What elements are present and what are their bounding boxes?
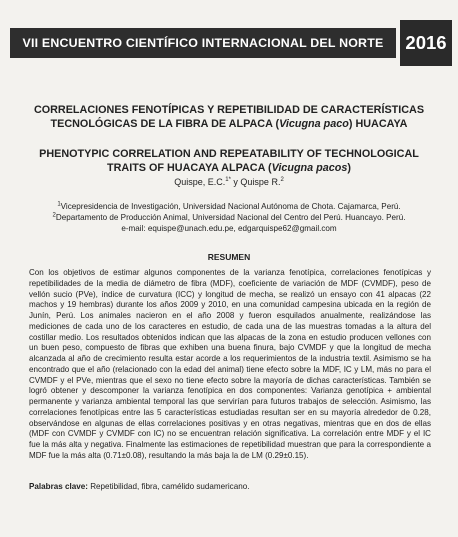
- keywords-label: Palabras clave:: [29, 482, 88, 491]
- affiliations: [30, 201, 428, 234]
- conference-header: [10, 6, 458, 79]
- affiliation-1: $^1$Vicepresidencia de Investigación, Universidad Nacional Autónoma de Chota. Cajamarca, Perú.: [57, 201, 401, 211]
- abstract-body: Con los objetivos de estimar algunos componentes de la varianza fenotípica, correlaciones fenotípicas y repetibilidades de la media de diámetro de fibra (MDF), coeficiente de variación de MDF (CVMDF), peso de vellón sucio (PVe), índice de curvatura (ICC) y longitud de mecha, se realizó un ensayo con 41 alpacas (22 machos y 19 hembras) durante los años 2009 y 2010, en una comunidad campesina ubicada en la región de Junín, Perú. Los animales nacieron en el año 2008 y fueron esquilados anualmente, realizándose las mediciones de cada uno de los caracteres en estudio, de cada una de las muestras tomadas a la altura del costillar medio. Los resultados obtenidos indican que las alpacas de la zona en estudio producen vellones con un buen peso, compuesto de fibras que exhiben una buena finura, bajo CVMDF y que la longitud de mecha alcanzada al año de crecimiento resulta estar acorde a los requerimientos de la industria textil. Asimismo se ha encontrado que el año (relacionado con la edad del animal) tiene efecto sobre la MDF, IC y LM, más no para el CVMDF y el PVe, mientras que el sexo no tiene efecto sobre la mayoría de dichas características. También se logró obtener y descomponer la varianza fenotípica en dos componentes: Varianza genotípica + ambiental permanente y varianza ambiental temporal las que servirían para futuros trabajos de selección. Asimismo, las correlaciones fenotípicas entre las 5 características estudiadas resultan ser en su mayoría alrededor de 0.28, observándose en algunas de ellas correlaciones positivas y en otras negativas, mientras que en dos de ellas (MDF con CVMDF y CVMDF con IC) no se encuentran relación significativa. La correlación entre MDF y el IC fue la más alta y negativa. Finalmente las estimaciones de repetibilidad muestran que para la correspondiente a MDF fue la más alta (0.71±0.08), resultando la más baja la de LM (0.29±0.15).: [29, 268, 431, 460]
- contact-email: e-mail: equispe@unach.edu.pe, edgarquispe62@gmail.com: [121, 224, 337, 233]
- paper-title-english: PHENOTYPIC CORRELATION AND REPEATABILITY OF TECHNOLOGICAL TRAITS OF HUACAYA ALPACA (Vicugna pacos): [39, 148, 419, 174]
- conference-band: [10, 28, 396, 58]
- conference-year: 2016: [400, 20, 452, 66]
- keywords: [29, 482, 431, 491]
- authors-line: Quispe, E.C.$^{1*}$ y Quispe R.$^2$: [174, 177, 284, 187]
- abstract-heading: RESUMEN: [207, 252, 251, 262]
- affiliation-2: $^2$Departamento de Producción Animal, Universidad Nacional del Centro del Perú. Huancayo. Perú.: [52, 212, 406, 222]
- keywords-text: Repetibilidad, fibra, camélido sudamericano.: [87, 482, 250, 491]
- species-name: Vicugna paco: [279, 117, 349, 130]
- species-name-english: Vicugna pacos: [271, 161, 348, 174]
- paper-title-spanish: CORRELACIONES FENOTÍPICAS Y REPETIBILIDAD DE CARACTERÍSTICAS TECNOLÓGICAS DE LA FIBRA DE ALPACA (Vicugna paco) HUACAYA: [33, 104, 425, 130]
- conference-title: VII ENCUENTRO CIENTÍFICO INTERNACIONAL DEL NORTE: [22, 36, 384, 50]
